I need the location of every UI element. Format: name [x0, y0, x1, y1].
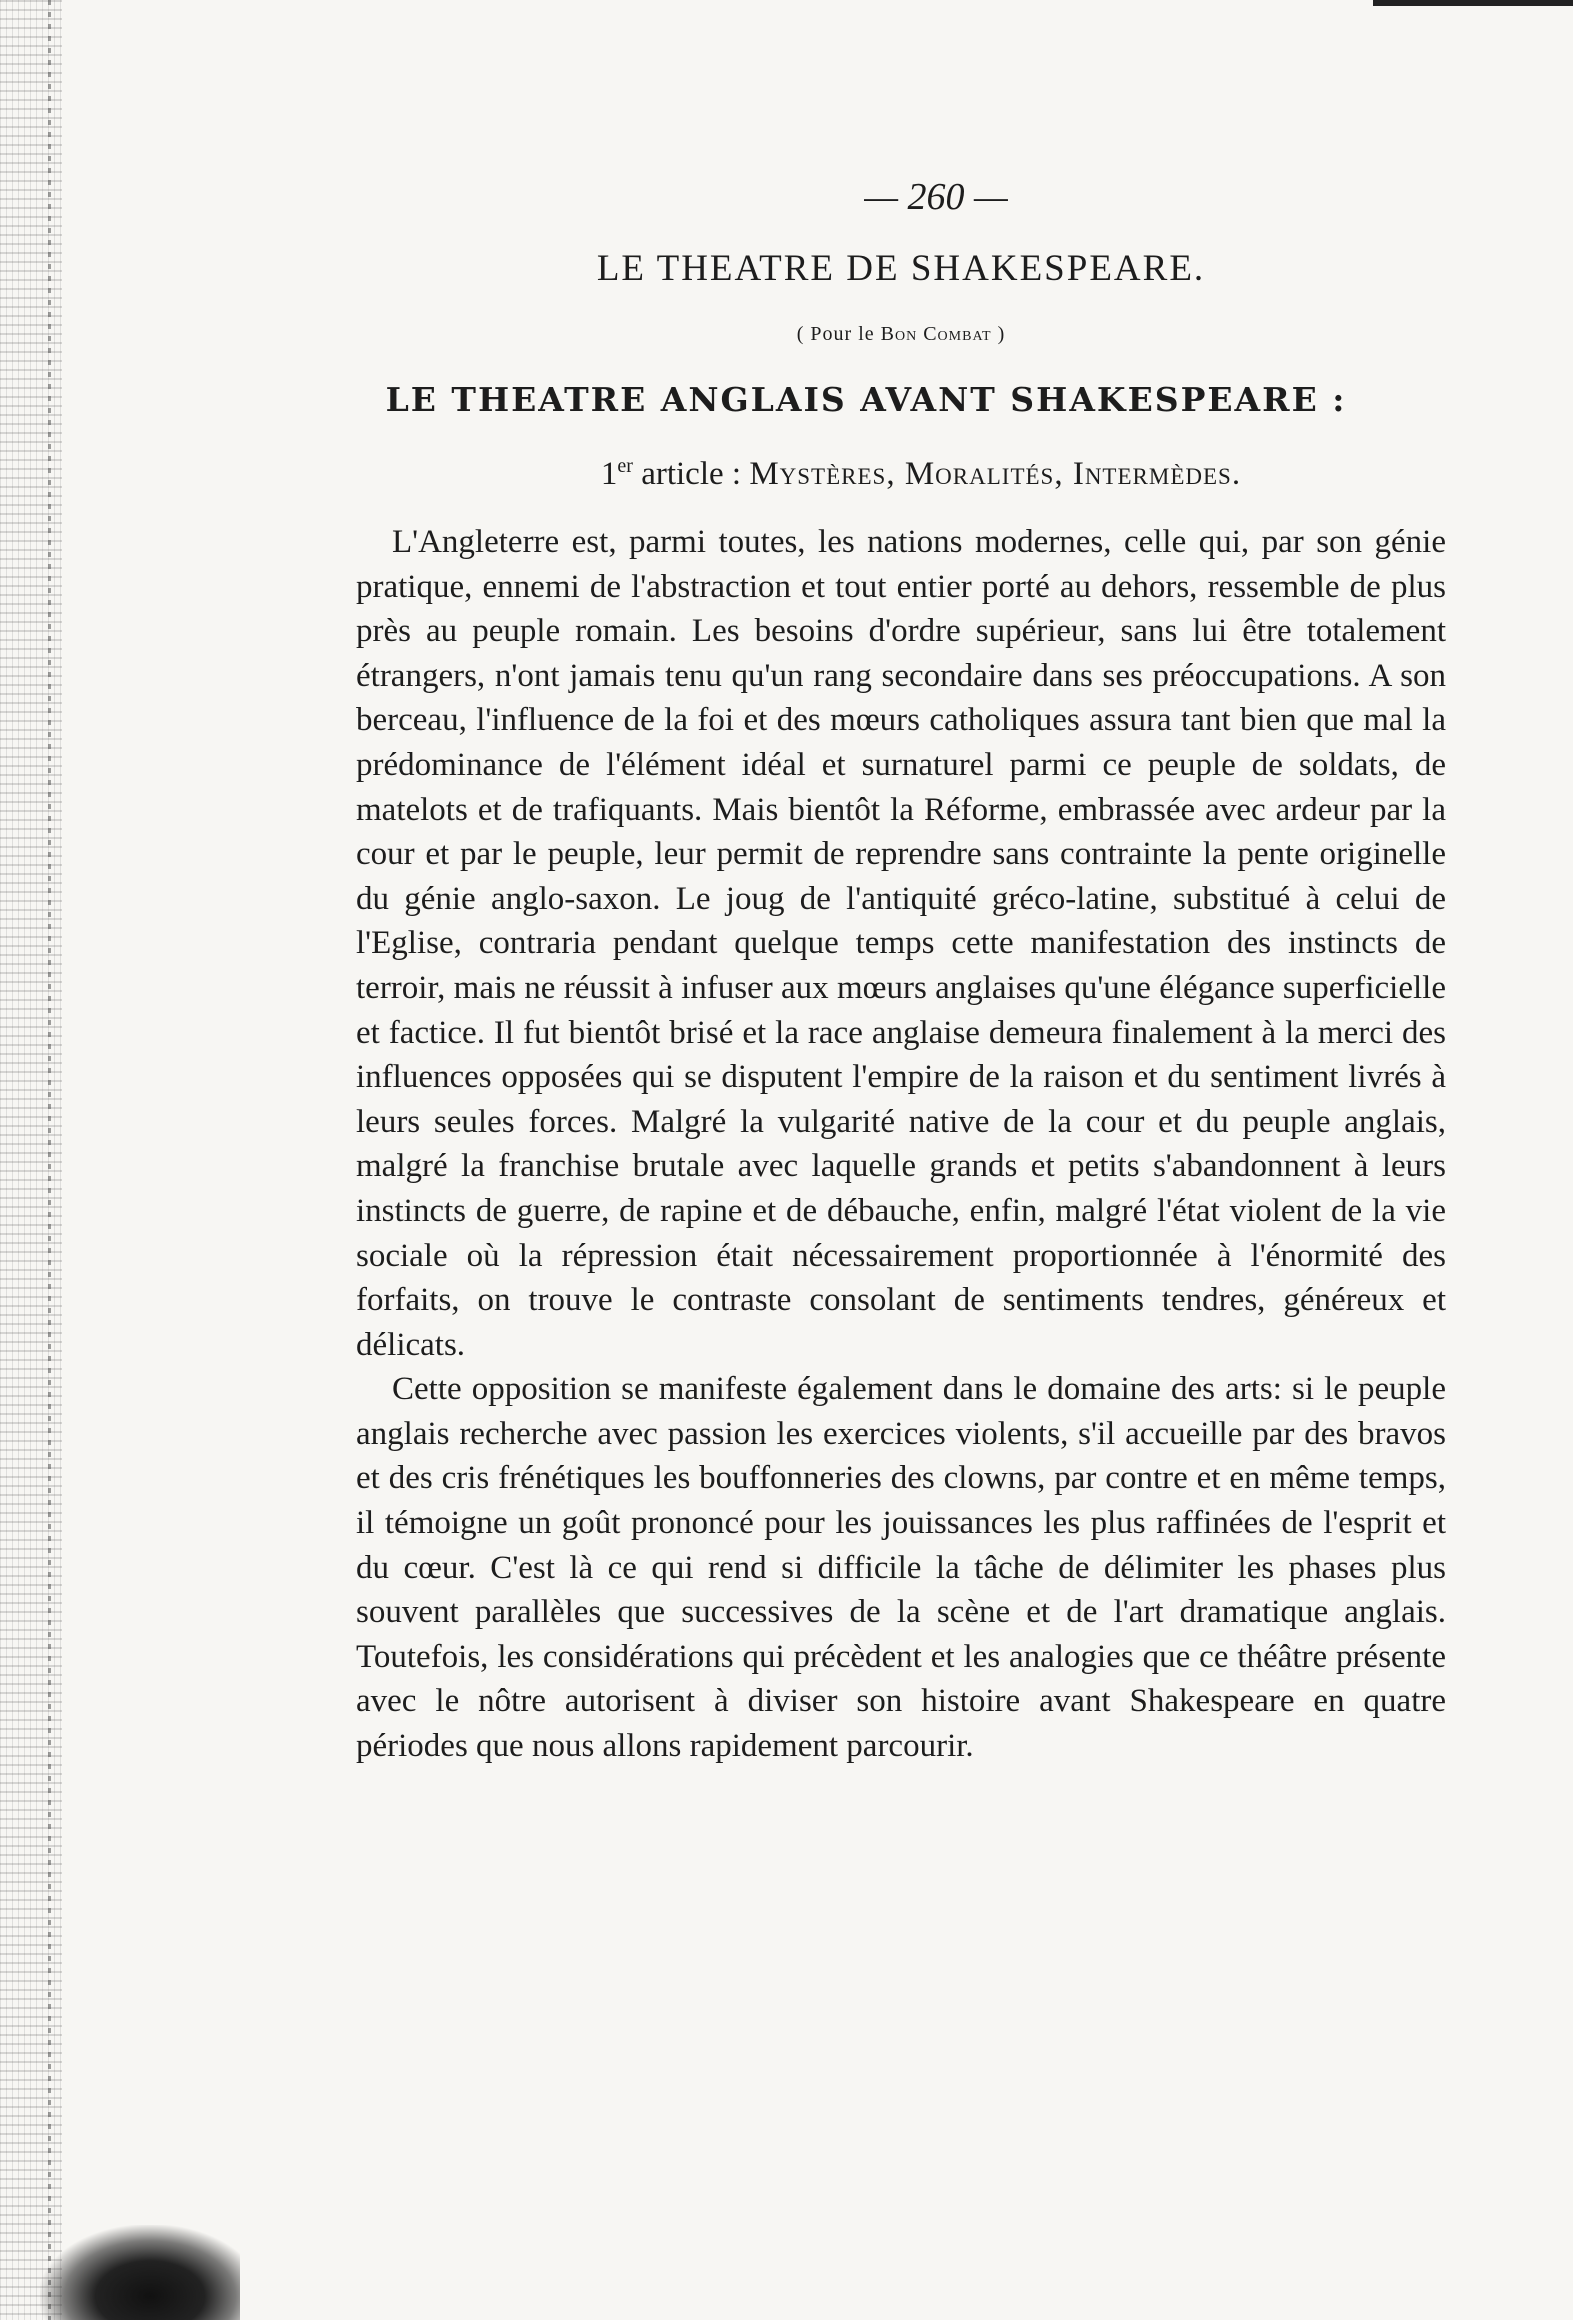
article-number: 1	[600, 456, 618, 492]
body-text	[356, 520, 1446, 1769]
scan-top-rule	[1373, 0, 1573, 6]
page-number: — 260 —	[864, 176, 1008, 218]
scan-left-edge	[0, 0, 62, 2320]
subtitle-suffix: )	[997, 323, 1006, 345]
scan-ink-blot	[40, 2225, 240, 2320]
article-superscript: er	[617, 455, 633, 477]
subtitle-name: Bon Combat	[880, 323, 992, 345]
page-title: LE THEATRE DE SHAKESPEARE.	[596, 248, 1206, 289]
paragraph-1: L'Angleterre est, parmi toutes, les nations modernes, celle qui, par son génie pratique, ennemi de l'abstraction et tout entier porté au dehors, ressemble de plus près au peuple romain. Les besoins d'ordre supérieur, sans lui être totalement étrangers, n'ont jamais tenu qu'un rang secondaire dans ses préoccupations. A son berceau, l'influence de la foi et des mœurs catholiques assura tant bien que mal la prédominance de l'élément idéal et surnaturel parmi ce peuple de soldats, de matelots et de trafiquants. Mais bientôt la Réforme, embrassée avec ardeur par la cour et par le peuple, leur permit de reprendre sans contrainte la pente originelle du génie anglo-saxon. Le joug de l'antiquité gréco-latine, substitué à celui de l'Eglise, contraria pendant quelque temps cette manifestation des instincts de terroir, mais ne réussit à infuser aux mœurs anglaises qu'une élégance superficielle et factice. Il fut bientôt brisé et la race anglaise demeura finalement à la merci des influences opposées qui se disputent l'empire de la raison et du sentiment livrés à leurs seules forces. Malgré la vulgarité native de la cour et du peuple anglais, malgré la franchise brutale avec laquelle grands et petits s'abandonnent à leurs instincts de guerre, de rapine et de débauche, enfin, malgré l'état violent de la vie sociale où la répression était nécessairement proportionnée à l'énormité des forfaits, on trouve le contraste consolant de sentiments tendres, généreux et délicats.	[356, 524, 1446, 1363]
article-line	[356, 455, 1446, 493]
paragraph-2: Cette opposition se manifeste également dans le domaine des arts: si le peuple anglais recherche avec passion les exercices violents, s'il accueille par des bravos et des cris frénétiques les bouffonneries des clowns, par contre et en même temps, il témoigne un goût prononcé pour les jouissances les plus raffinées de l'esprit et du cœur. C'est là ce qui rend si difficile la tâche de délimiter les phases plus souvent parallèles que successives de la scène et de l'art dramatique anglais. Toutefois, les considérations qui précèdent et les analogies que ce théâtre présente avec le nôtre autorisent à diviser son histoire avant Shakespeare en quatre périodes que nous allons rapidement parcourir.	[356, 1371, 1446, 1765]
article-label: article :	[632, 456, 750, 492]
subtitle	[356, 323, 1446, 346]
subtitle-prefix: ( Pour le	[796, 323, 875, 345]
section-heading: LE THEATRE ANGLAIS AVANT SHAKESPEARE :	[385, 380, 1347, 419]
article-topics: Mystères, Moralités, Intermèdes.	[749, 456, 1242, 492]
scan-binding-line	[48, 0, 51, 2320]
